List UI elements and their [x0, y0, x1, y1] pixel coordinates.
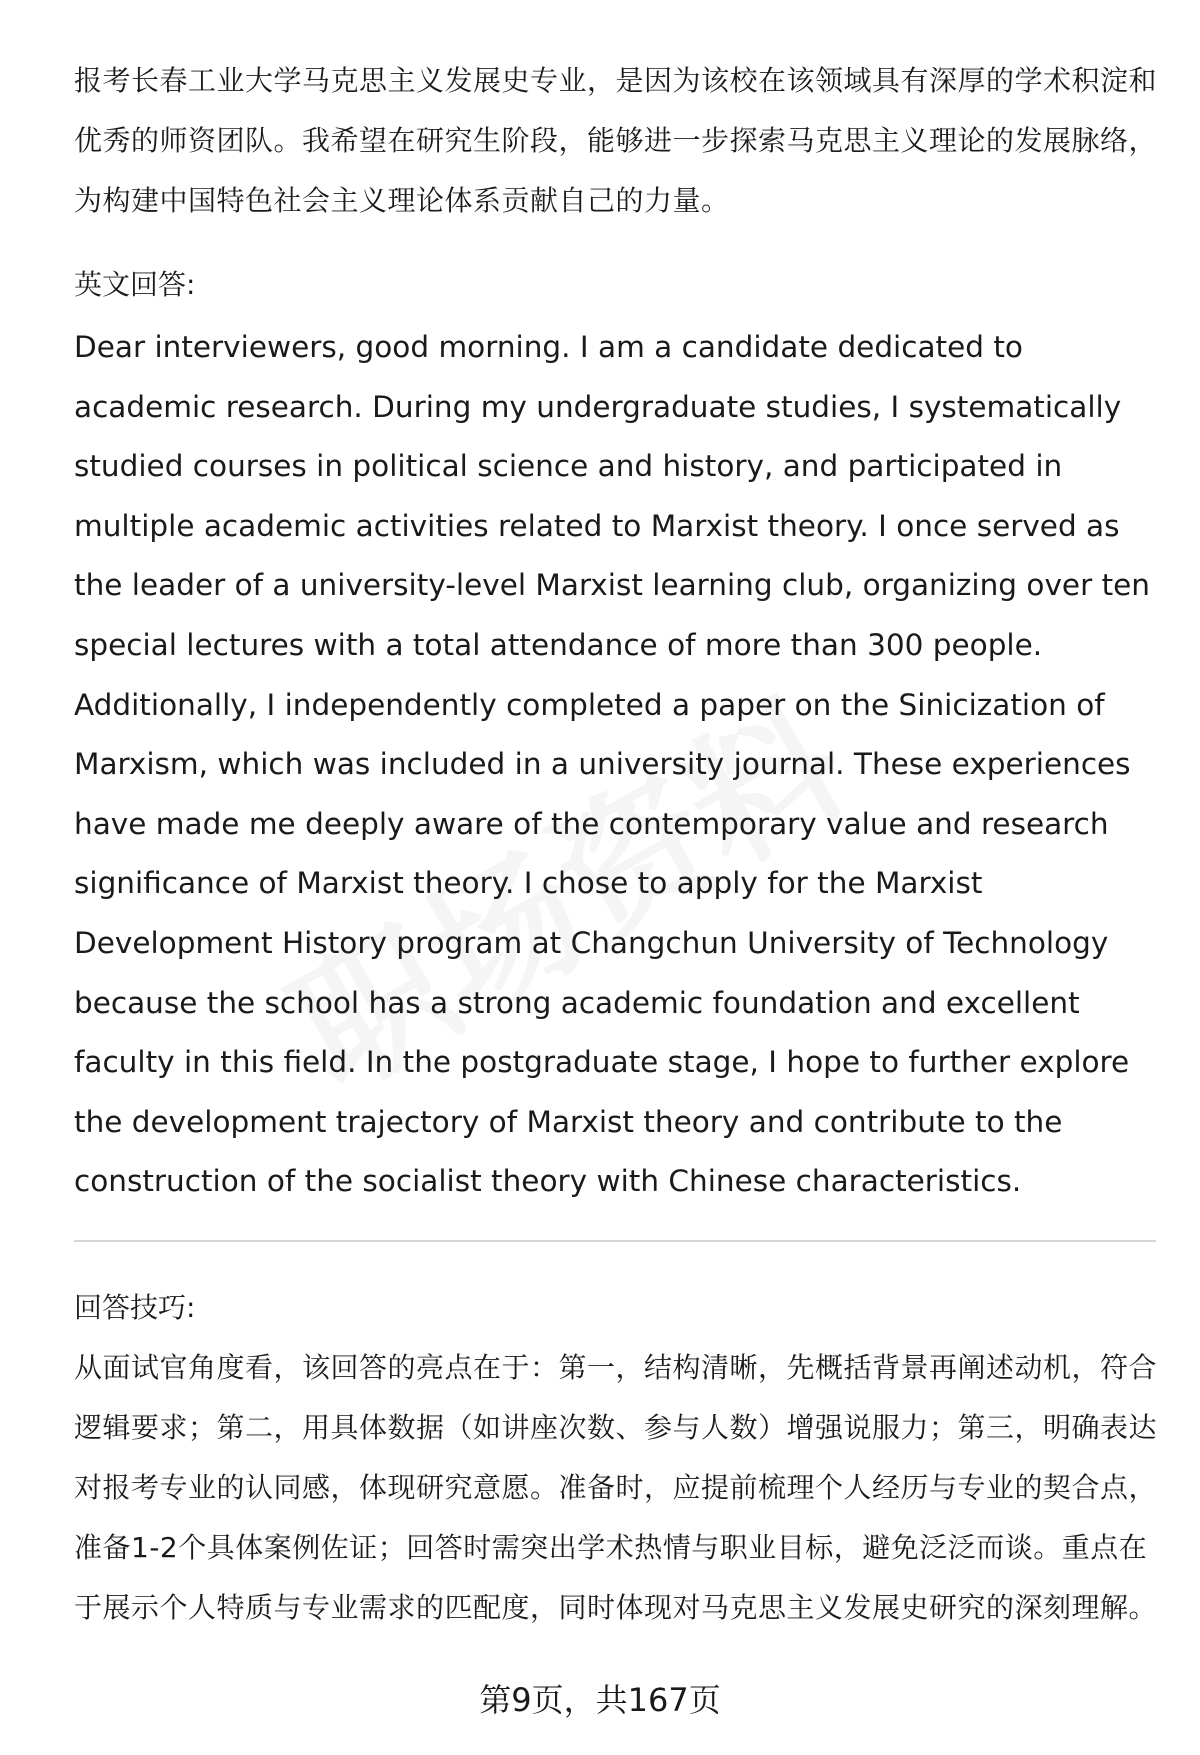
section-divider — [74, 1240, 1156, 1242]
english-answer-label: 英文回答: — [74, 268, 196, 301]
tips-label: 回答技巧: — [74, 1291, 196, 1324]
page-number-footer: 第9页，共167页 — [479, 1681, 721, 1719]
tips-paragraph: 从面试官角度看，该回答的亮点在于：第一，结构清晰，先概括背景再阐述动机，符合逻辑要求；第二，用具体数据（如讲座次数、参与人数）增强说服力；第三，明确表达对报考专业的认同感，体现研究意愿。准备时，应提前梳理个人经历与专业的契合点，准备1-2个具体案例佐证；回答时需突出学术热情与职业目标，避免泛泛而谈。重点在于展示个人特质与专业需求的匹配度，同时体现对马克思主义发展史研究的深刻理解。 — [74, 1351, 1158, 1624]
english-answer-paragraph: Dear interviewers, good morning. I am a candidate dedicated to academic research. During my undergraduate studies, I systematically studied courses in political science and history, and participated in multiple academic activities related to Marxist theory. I once served as the leader of a university-level Marxist learning club, organizing over ten special lectures with a total attendance of more than 300 people. Additionally, I independently completed a paper on the Sinicization of Marxism, which was included in a university journal. These experiences have made me deeply aware of the contemporary value and research significance of Marxist theory. I chose to apply for the Marxist Development History program at Changchun University of Technology because the school has a strong academic foundation and excellent faculty in this field. In the postgraduate stage, I hope to further explore the development trajectory of Marxist theory and contribute to the construction of the socialist theory with Chinese characteristics. — [74, 330, 1150, 1199]
intro-paragraph: 报考长春工业大学马克思主义发展史专业，是因为该校在该领域具有深厚的学术积淀和优秀的师资团队。我希望在研究生阶段，能够进一步探索马克思主义理论的发展脉络，为构建中国特色社会主义理论体系贡献自己的力量。 — [74, 64, 1158, 217]
